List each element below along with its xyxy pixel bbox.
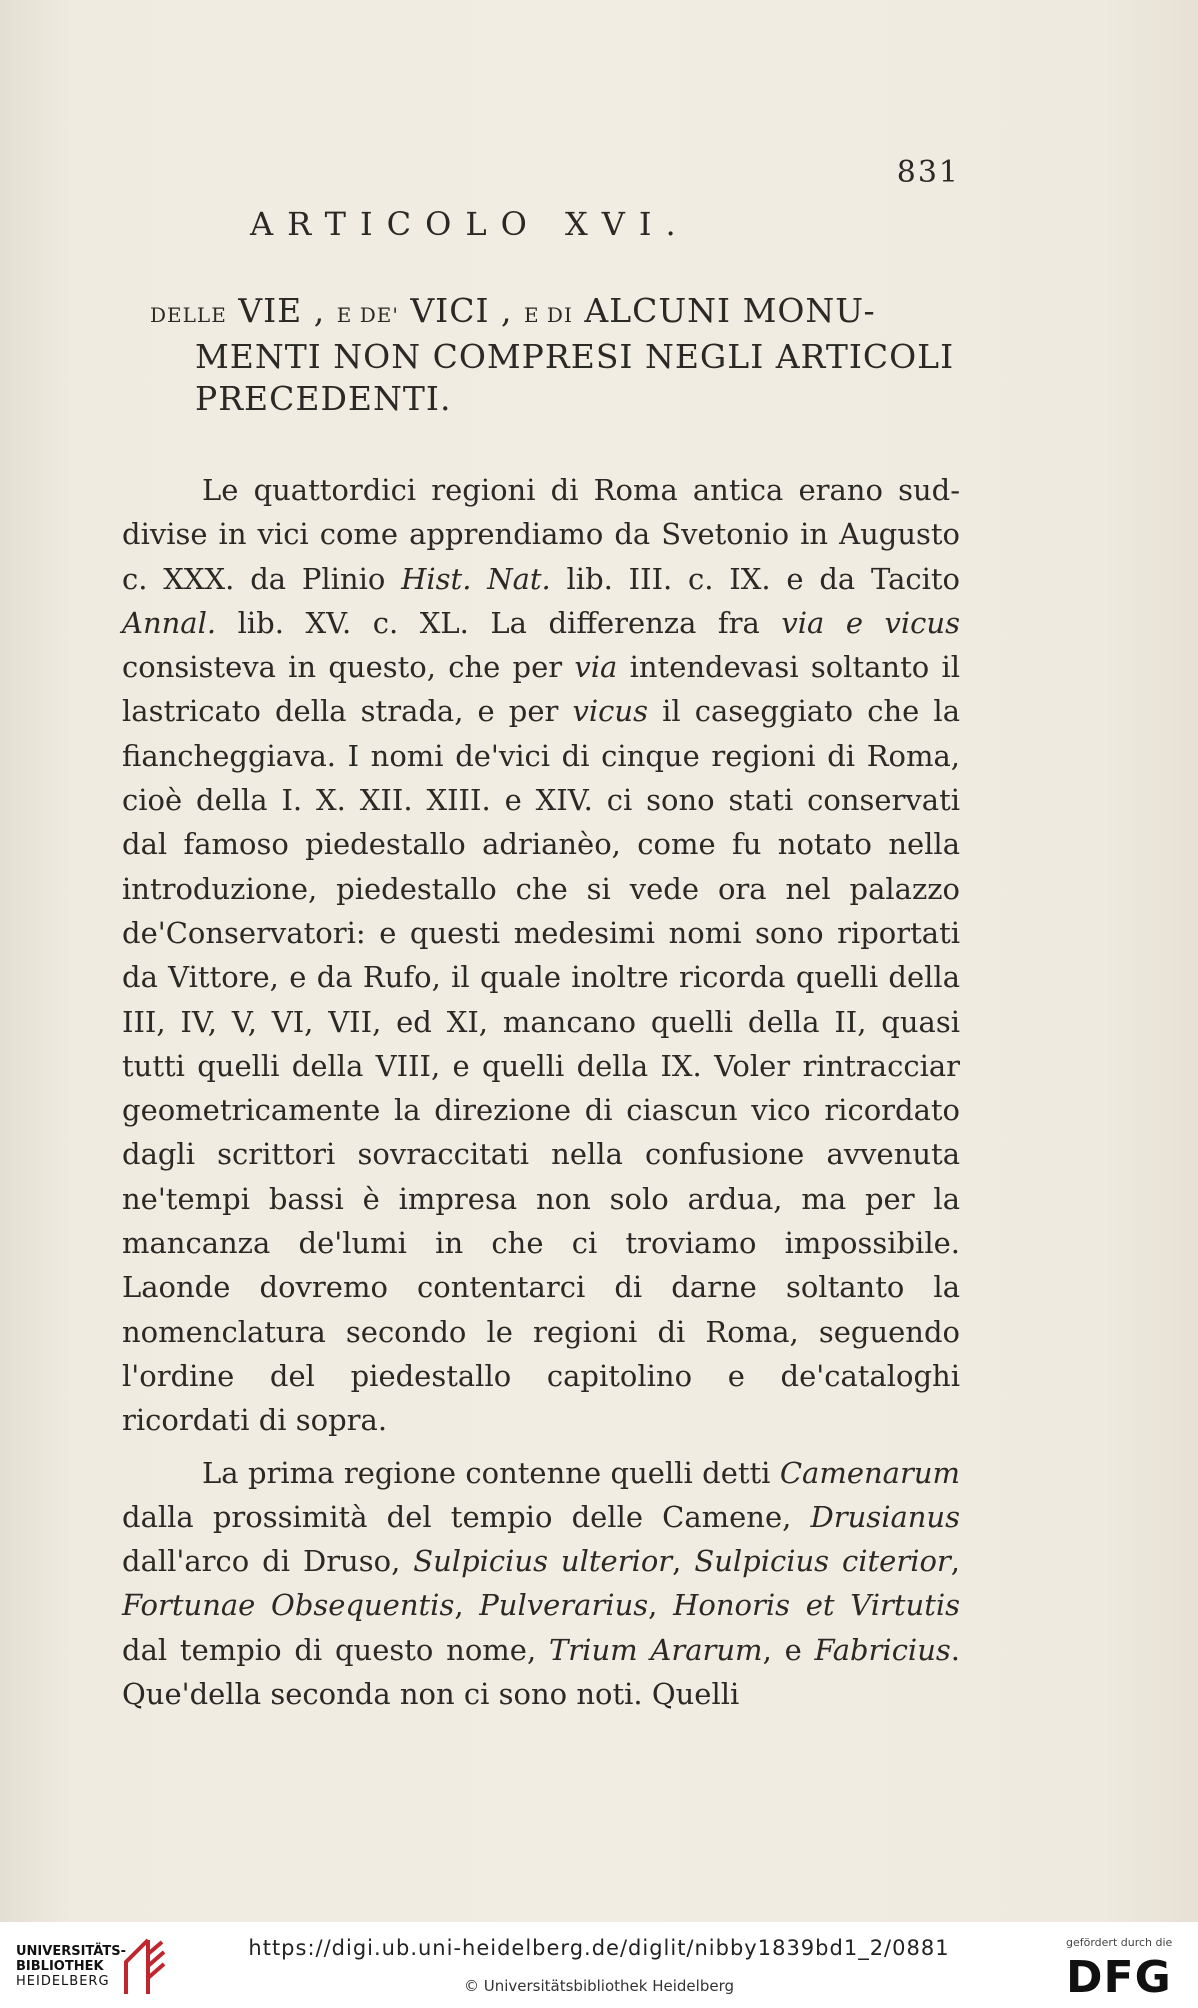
italic-run: Annal. <box>122 605 217 640</box>
text-run: il caseggiato che la fiancheggiava. I nomi de'vici di cinque regioni di Roma, cioè della I. X. XII. XIII. e XIV. ci sono stati conservati dal famoso piedestallo adrianèo, come fu notato nella introduzione, piedestallo che si vede ora nel palazzo de'Conservatori: e questi medesimi nomi sono riportati da Vittore, e da Rufo, il quale inoltre ricorda quelli della III, IV, V, VI, VII, ed XI, mancano quelli della II, quasi tutti quelli della VIII, e quelli della IX. Voler rintracciar geometricamente la direzione di ciascun vico ricordato dagli scrittori sovraccitati nella confusione avvenuta ne'tempi bassi è impresa non solo ardua, ma per la mancanza de'lumi in che ci troviamo impossibile. Laonde dovremo contentarci di darne soltanto la nomenclatura secondo le regioni di Roma, seguendo l'ordine del piedestallo capitolino e de'cataloghi ricordati di sopra. <box>122 694 960 1438</box>
heading-delle: DELLE <box>150 303 227 327</box>
italic-run: via e vicus <box>781 605 960 640</box>
paragraph-2 <box>122 1451 960 1717</box>
italic-run: Trium Ararum <box>548 1632 763 1667</box>
body-text <box>122 468 960 1716</box>
italic-run: Sulpicius citerior <box>694 1544 951 1579</box>
text-run: consisteva in questo, che per <box>122 650 575 685</box>
library-name-2: BIBLIOTHEK <box>16 1959 104 1974</box>
text-run: lib. III. c. IX. e da Tacito <box>550 561 960 596</box>
text-run: lib. XV. c. XL. La differenza fra <box>216 605 782 640</box>
funding-note: gefördert durch die <box>1066 1936 1173 1949</box>
text-run: , <box>454 1588 480 1623</box>
permalink-url[interactable]: https://digi.ub.uni-heidelberg.de/diglit/nibby1839bd1_2/0881 <box>248 1936 950 1960</box>
italic-run: Fabricius <box>814 1632 951 1667</box>
italic-run: Fortunae Obsequentis <box>122 1588 455 1623</box>
copyright-notice: © Universitätsbibliothek Heidelberg <box>463 1977 734 1995</box>
text-run: dall'arco di Druso, <box>122 1544 414 1579</box>
text-run: , e <box>762 1632 815 1667</box>
italic-run: Sulpicius ulterior <box>413 1544 673 1579</box>
heading-line-1 <box>150 290 960 336</box>
heading-vie: VIE , <box>238 291 326 330</box>
heading-alcuni: ALCUNI MONU- <box>584 291 876 330</box>
text-run: dalla prossimità del tempio delle Camene, <box>122 1499 811 1534</box>
page-number: 831 <box>896 155 960 190</box>
article-title: ARTICOLO XVI. <box>250 205 690 243</box>
heading-e-de: E DE' <box>336 303 399 327</box>
italic-run: Honoris et Virtutis <box>673 1588 961 1623</box>
text-run: . Que'della seconda non ci sono noti. Quelli <box>122 1632 960 1712</box>
text-run: , <box>672 1544 695 1579</box>
heading-e-di: E DI <box>523 303 573 327</box>
text-run: intendevasi soltanto il lastricato della strada, e per <box>122 650 960 729</box>
text-run: , <box>950 1544 961 1579</box>
text-run: dal tempio di questo nome, <box>122 1632 549 1667</box>
italic-run: Pulverarius <box>479 1588 649 1623</box>
library-name-3: HEIDELBERG <box>16 1974 110 1989</box>
dfg-logo: DFG <box>1066 1952 1172 2003</box>
heading-vici: VICI , <box>410 291 513 330</box>
italic-run: Hist. Nat. <box>401 561 551 596</box>
italic-run: Drusianus <box>810 1499 960 1534</box>
paragraph-1 <box>122 468 960 1443</box>
viewer-footer <box>0 1922 1198 2008</box>
section-heading <box>150 290 960 420</box>
italic-run: via <box>574 650 618 685</box>
text-run: , <box>648 1588 674 1623</box>
text-run: La prima regione contenne quelli detti <box>202 1455 780 1490</box>
heading-line-3: PRECEDENTI. <box>195 379 452 418</box>
italic-run: Camenarum <box>779 1455 960 1490</box>
heading-line-2: MENTI NON COMPRESI NEGLI ARTICOLI <box>195 337 955 376</box>
library-name-1: UNIVERSITÄTS- <box>16 1944 126 1959</box>
italic-run: vicus <box>572 694 648 729</box>
text-run: Le quattordici regioni di Roma antica erano sud-divise in vici come apprendiamo da Svetonio in Augusto c. XXX. da Plinio <box>122 473 960 596</box>
